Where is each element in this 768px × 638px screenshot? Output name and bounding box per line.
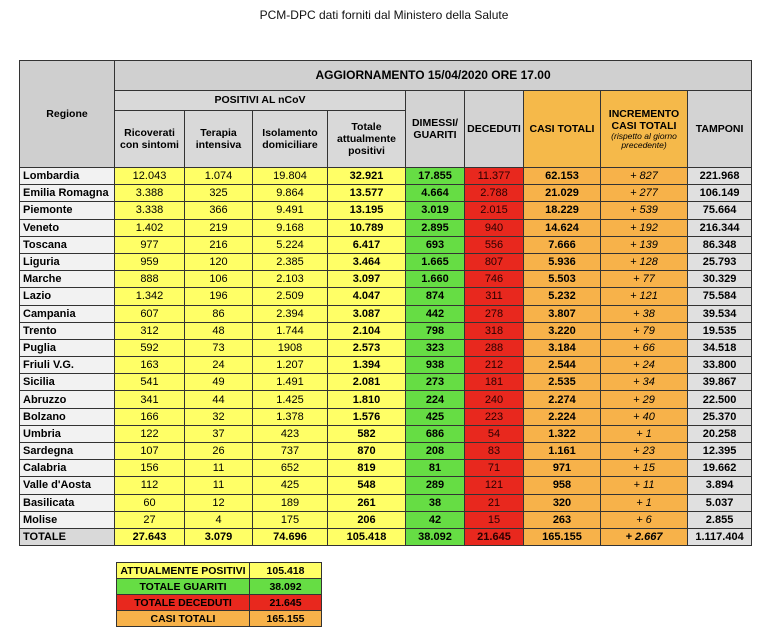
- cell-casi: 3.184: [524, 339, 601, 356]
- cell-ric: 12.043: [115, 168, 185, 185]
- cell-tot: 3.087: [328, 305, 406, 322]
- table-row: [20, 408, 752, 425]
- cell-casi: 18.229: [524, 202, 601, 219]
- cell-ric: 1.342: [115, 288, 185, 305]
- cell-ter: 73: [185, 339, 253, 356]
- cell-ric: 3.338: [115, 202, 185, 219]
- cell-tot: 2.573: [328, 339, 406, 356]
- cell-iso: 2.385: [253, 253, 328, 270]
- cell-iso: 189: [253, 494, 328, 511]
- cell-inc: + 827: [601, 168, 688, 185]
- summary-row: [117, 595, 322, 611]
- cell-tam: 86.348: [688, 236, 752, 253]
- cell-dec: 223: [465, 408, 524, 425]
- cell-iso: 9.168: [253, 219, 328, 236]
- cell-tot: 1.394: [328, 357, 406, 374]
- header-incremento-note: (rispetto al giorno precedente): [611, 130, 677, 151]
- cell-tam: 106.149: [688, 185, 752, 202]
- cell-regione: Veneto: [20, 219, 115, 236]
- cell-ter: 3.079: [185, 528, 253, 545]
- summary-label: TOTALE GUARITI: [117, 579, 250, 595]
- cell-iso: 19.804: [253, 168, 328, 185]
- cell-casi: 2.544: [524, 357, 601, 374]
- cell-inc: + 121: [601, 288, 688, 305]
- cell-dec: 318: [465, 322, 524, 339]
- cell-inc: + 128: [601, 253, 688, 270]
- cell-ric: 163: [115, 357, 185, 374]
- cell-inc: + 15: [601, 460, 688, 477]
- table-row: [20, 511, 752, 528]
- table-row: [20, 425, 752, 442]
- cell-inc: + 79: [601, 322, 688, 339]
- table-row: [20, 253, 752, 270]
- cell-casi: 971: [524, 460, 601, 477]
- cell-iso: 1.378: [253, 408, 328, 425]
- cell-dim: 693: [406, 236, 465, 253]
- cell-tot: 2.104: [328, 322, 406, 339]
- summary-label: ATTUALMENTE POSITIVI: [117, 563, 250, 579]
- table-row: [20, 339, 752, 356]
- table-row: [20, 202, 752, 219]
- cell-iso: 5.224: [253, 236, 328, 253]
- cell-casi: 3.807: [524, 305, 601, 322]
- cell-ric: 977: [115, 236, 185, 253]
- cell-inc: + 23: [601, 443, 688, 460]
- cell-ric: 122: [115, 425, 185, 442]
- cell-dim: 38: [406, 494, 465, 511]
- cell-inc: + 139: [601, 236, 688, 253]
- cell-ric: 1.402: [115, 219, 185, 236]
- cell-tot: 105.418: [328, 528, 406, 545]
- cell-ric: 60: [115, 494, 185, 511]
- cell-ric: 3.388: [115, 185, 185, 202]
- cell-ter: 325: [185, 185, 253, 202]
- cell-tam: 19.662: [688, 460, 752, 477]
- cell-tam: 3.894: [688, 477, 752, 494]
- cell-casi: 165.155: [524, 528, 601, 545]
- cell-tam: 39.867: [688, 374, 752, 391]
- cell-tot: 582: [328, 425, 406, 442]
- cell-tam: 221.968: [688, 168, 752, 185]
- cell-dim: 42: [406, 511, 465, 528]
- cell-inc: + 24: [601, 357, 688, 374]
- cell-dec: 2.015: [465, 202, 524, 219]
- cell-ric: 959: [115, 253, 185, 270]
- header-ricoverati: Ricoverati con sintomi: [115, 111, 185, 168]
- cell-tot: 206: [328, 511, 406, 528]
- cell-casi: 5.936: [524, 253, 601, 270]
- source-caption: PCM-DPC dati forniti dal Ministero della Salute: [259, 8, 509, 22]
- summary-value: 165.155: [250, 611, 322, 627]
- cell-ter: 37: [185, 425, 253, 442]
- cell-ter: 24: [185, 357, 253, 374]
- cell-ric: 541: [115, 374, 185, 391]
- cell-regione: Friuli V.G.: [20, 357, 115, 374]
- cell-inc: + 77: [601, 271, 688, 288]
- cell-tam: 30.329: [688, 271, 752, 288]
- cell-dim: 208: [406, 443, 465, 460]
- cell-regione: Sicilia: [20, 374, 115, 391]
- cell-dec: 2.788: [465, 185, 524, 202]
- cell-dec: 940: [465, 219, 524, 236]
- table-row: [20, 460, 752, 477]
- cell-ric: 27: [115, 511, 185, 528]
- cell-tam: 75.664: [688, 202, 752, 219]
- cell-iso: 2.394: [253, 305, 328, 322]
- cell-ter: 106: [185, 271, 253, 288]
- cell-tot: 1.576: [328, 408, 406, 425]
- cell-regione: Piemonte: [20, 202, 115, 219]
- header-terapia: Terapia intensiva: [185, 111, 253, 168]
- cell-ter: 366: [185, 202, 253, 219]
- cell-tam: 19.535: [688, 322, 752, 339]
- header-casi-totali: CASI TOTALI: [524, 91, 601, 168]
- cell-iso: 9.491: [253, 202, 328, 219]
- table-row: [20, 271, 752, 288]
- cell-tam: 2.855: [688, 511, 752, 528]
- cell-dec: 212: [465, 357, 524, 374]
- cell-dim: 1.660: [406, 271, 465, 288]
- cell-tam: 5.037: [688, 494, 752, 511]
- cell-dim: 81: [406, 460, 465, 477]
- cell-tot: 4.047: [328, 288, 406, 305]
- cell-iso: 2.103: [253, 271, 328, 288]
- summary-value: 105.418: [250, 563, 322, 579]
- cell-dim: 17.855: [406, 168, 465, 185]
- summary-row: [117, 611, 322, 627]
- cell-tot: 870: [328, 443, 406, 460]
- table-row: [20, 357, 752, 374]
- cell-casi: 5.503: [524, 271, 601, 288]
- cell-tam: 39.534: [688, 305, 752, 322]
- cell-tam: 75.584: [688, 288, 752, 305]
- cell-casi: 958: [524, 477, 601, 494]
- cell-ric: 166: [115, 408, 185, 425]
- cell-iso: 1908: [253, 339, 328, 356]
- cell-tam: 216.344: [688, 219, 752, 236]
- cell-casi: 263: [524, 511, 601, 528]
- cell-ric: 888: [115, 271, 185, 288]
- cell-dec: 15: [465, 511, 524, 528]
- cell-ter: 86: [185, 305, 253, 322]
- cell-tam: 25.793: [688, 253, 752, 270]
- cell-tot: 1.810: [328, 391, 406, 408]
- cell-casi: 2.224: [524, 408, 601, 425]
- cell-dim: 273: [406, 374, 465, 391]
- cell-ter: 11: [185, 460, 253, 477]
- header-tamponi: TAMPONI: [688, 91, 752, 168]
- cell-regione: Valle d'Aosta: [20, 477, 115, 494]
- table-row: [20, 443, 752, 460]
- cell-regione: Lombardia: [20, 168, 115, 185]
- cell-regione: Emilia Romagna: [20, 185, 115, 202]
- cell-ter: 4: [185, 511, 253, 528]
- cell-tot: 3.097: [328, 271, 406, 288]
- cell-ter: 44: [185, 391, 253, 408]
- cell-regione: Puglia: [20, 339, 115, 356]
- summary-value: 21.645: [250, 595, 322, 611]
- cell-dim: 323: [406, 339, 465, 356]
- summary-value: 38.092: [250, 579, 322, 595]
- cell-tam: 25.370: [688, 408, 752, 425]
- summary-body: [117, 563, 322, 627]
- cell-regione: Campania: [20, 305, 115, 322]
- summary-table: [116, 562, 322, 627]
- cell-iso: 425: [253, 477, 328, 494]
- table-row: [20, 494, 752, 511]
- cell-ric: 607: [115, 305, 185, 322]
- cell-inc: + 1: [601, 425, 688, 442]
- table-row: [20, 374, 752, 391]
- cell-dim: 1.665: [406, 253, 465, 270]
- cell-tam: 22.500: [688, 391, 752, 408]
- cell-tam: 1.117.404: [688, 528, 752, 545]
- cell-inc: + 40: [601, 408, 688, 425]
- cell-dim: 874: [406, 288, 465, 305]
- cell-regione: Liguria: [20, 253, 115, 270]
- table-row: [20, 236, 752, 253]
- cell-tot: 2.081: [328, 374, 406, 391]
- cell-regione: Basilicata: [20, 494, 115, 511]
- header-incremento: [601, 91, 688, 168]
- cell-tam: 34.518: [688, 339, 752, 356]
- cell-casi: 7.666: [524, 236, 601, 253]
- cell-regione: Molise: [20, 511, 115, 528]
- cell-regione: Abruzzo: [20, 391, 115, 408]
- covid-regional-table: [19, 60, 752, 546]
- cell-ric: 27.643: [115, 528, 185, 545]
- cell-ric: 156: [115, 460, 185, 477]
- cell-inc: + 66: [601, 339, 688, 356]
- cell-inc: + 277: [601, 185, 688, 202]
- cell-casi: 1.322: [524, 425, 601, 442]
- cell-inc: + 1: [601, 494, 688, 511]
- table-row: [20, 322, 752, 339]
- cell-ter: 216: [185, 236, 253, 253]
- cell-ter: 12: [185, 494, 253, 511]
- cell-tam: 12.395: [688, 443, 752, 460]
- cell-regione: Umbria: [20, 425, 115, 442]
- header-deceduti: DECEDUTI: [465, 91, 524, 168]
- cell-casi: 1.161: [524, 443, 601, 460]
- table-row: [20, 168, 752, 185]
- cell-regione: Trento: [20, 322, 115, 339]
- cell-casi: 62.153: [524, 168, 601, 185]
- totals-row: [20, 528, 752, 545]
- cell-iso: 737: [253, 443, 328, 460]
- cell-dim: 3.019: [406, 202, 465, 219]
- cell-ter: 32: [185, 408, 253, 425]
- cell-dec: 311: [465, 288, 524, 305]
- cell-iso: 423: [253, 425, 328, 442]
- header-incremento-label: INCREMENTO CASI TOTALI: [608, 107, 680, 132]
- cell-dec: 556: [465, 236, 524, 253]
- table-body: [20, 168, 752, 546]
- cell-dec: 181: [465, 374, 524, 391]
- cell-ter: 219: [185, 219, 253, 236]
- cell-regione: Lazio: [20, 288, 115, 305]
- cell-ter: 120: [185, 253, 253, 270]
- summary-label: TOTALE DECEDUTI: [117, 595, 250, 611]
- cell-dec: 121: [465, 477, 524, 494]
- cell-dec: 240: [465, 391, 524, 408]
- cell-tam: 33.800: [688, 357, 752, 374]
- cell-dim: 224: [406, 391, 465, 408]
- cell-inc: + 11: [601, 477, 688, 494]
- cell-tot: 6.417: [328, 236, 406, 253]
- cell-regione: Calabria: [20, 460, 115, 477]
- cell-dec: 746: [465, 271, 524, 288]
- cell-ter: 48: [185, 322, 253, 339]
- cell-dec: 807: [465, 253, 524, 270]
- cell-dim: 38.092: [406, 528, 465, 545]
- cell-tot: 548: [328, 477, 406, 494]
- cell-iso: 175: [253, 511, 328, 528]
- table-row: [20, 391, 752, 408]
- cell-dim: 4.664: [406, 185, 465, 202]
- cell-tot: 819: [328, 460, 406, 477]
- cell-ter: 49: [185, 374, 253, 391]
- cell-iso: 1.425: [253, 391, 328, 408]
- table-row: [20, 288, 752, 305]
- header-totale-positivi: Totale attualmente positivi: [328, 111, 406, 168]
- cell-dim: 2.895: [406, 219, 465, 236]
- header-isolamento: Isolamento domiciliare: [253, 111, 328, 168]
- cell-dec: 278: [465, 305, 524, 322]
- cell-casi: 3.220: [524, 322, 601, 339]
- cell-inc: + 6: [601, 511, 688, 528]
- cell-dim: 442: [406, 305, 465, 322]
- table-row: [20, 219, 752, 236]
- cell-inc: + 38: [601, 305, 688, 322]
- header-positivi-group: POSITIVI AL nCoV: [115, 91, 406, 111]
- cell-dim: 938: [406, 357, 465, 374]
- cell-iso: 652: [253, 460, 328, 477]
- cell-casi: 2.535: [524, 374, 601, 391]
- cell-dec: 11.377: [465, 168, 524, 185]
- cell-ric: 112: [115, 477, 185, 494]
- covid-regional-table-panel: [19, 60, 751, 545]
- cell-casi: 21.029: [524, 185, 601, 202]
- cell-dim: 798: [406, 322, 465, 339]
- cell-tam: 20.258: [688, 425, 752, 442]
- table-row: [20, 185, 752, 202]
- cell-dec: 54: [465, 425, 524, 442]
- cell-tot: 13.195: [328, 202, 406, 219]
- cell-iso: 9.864: [253, 185, 328, 202]
- cell-ter: 26: [185, 443, 253, 460]
- cell-dim: 686: [406, 425, 465, 442]
- cell-inc: + 2.667: [601, 528, 688, 545]
- cell-dec: 71: [465, 460, 524, 477]
- cell-ric: 341: [115, 391, 185, 408]
- table-row: [20, 305, 752, 322]
- cell-ric: 592: [115, 339, 185, 356]
- cell-ter: 1.074: [185, 168, 253, 185]
- cell-regione: Marche: [20, 271, 115, 288]
- cell-casi: 5.232: [524, 288, 601, 305]
- cell-regione: Bolzano: [20, 408, 115, 425]
- cell-ter: 11: [185, 477, 253, 494]
- cell-inc: + 34: [601, 374, 688, 391]
- summary-row: [117, 579, 322, 595]
- cell-dec: 21.645: [465, 528, 524, 545]
- summary-label: CASI TOTALI: [117, 611, 250, 627]
- cell-ric: 107: [115, 443, 185, 460]
- cell-ric: 312: [115, 322, 185, 339]
- summary-row: [117, 563, 322, 579]
- cell-tot: 13.577: [328, 185, 406, 202]
- cell-casi: 320: [524, 494, 601, 511]
- table-row: [20, 477, 752, 494]
- cell-iso: 2.509: [253, 288, 328, 305]
- cell-iso: 1.491: [253, 374, 328, 391]
- cell-dim: 289: [406, 477, 465, 494]
- cell-dec: 288: [465, 339, 524, 356]
- cell-inc: + 539: [601, 202, 688, 219]
- cell-inc: + 192: [601, 219, 688, 236]
- update-title: AGGIORNAMENTO 15/04/2020 ORE 17.00: [115, 61, 752, 91]
- cell-tot: 261: [328, 494, 406, 511]
- cell-inc: + 29: [601, 391, 688, 408]
- header-regione: Regione: [20, 61, 115, 168]
- cell-ter: 196: [185, 288, 253, 305]
- cell-tot: 3.464: [328, 253, 406, 270]
- cell-regione: Sardegna: [20, 443, 115, 460]
- cell-dim: 425: [406, 408, 465, 425]
- cell-dec: 21: [465, 494, 524, 511]
- cell-iso: 1.207: [253, 357, 328, 374]
- cell-tot: 32.921: [328, 168, 406, 185]
- header-dimessi: DIMESSI/ GUARITI: [406, 91, 465, 168]
- cell-regione: TOTALE: [20, 528, 115, 545]
- cell-tot: 10.789: [328, 219, 406, 236]
- cell-iso: 1.744: [253, 322, 328, 339]
- cell-iso: 74.696: [253, 528, 328, 545]
- cell-regione: Toscana: [20, 236, 115, 253]
- cell-dec: 83: [465, 443, 524, 460]
- cell-casi: 2.274: [524, 391, 601, 408]
- cell-casi: 14.624: [524, 219, 601, 236]
